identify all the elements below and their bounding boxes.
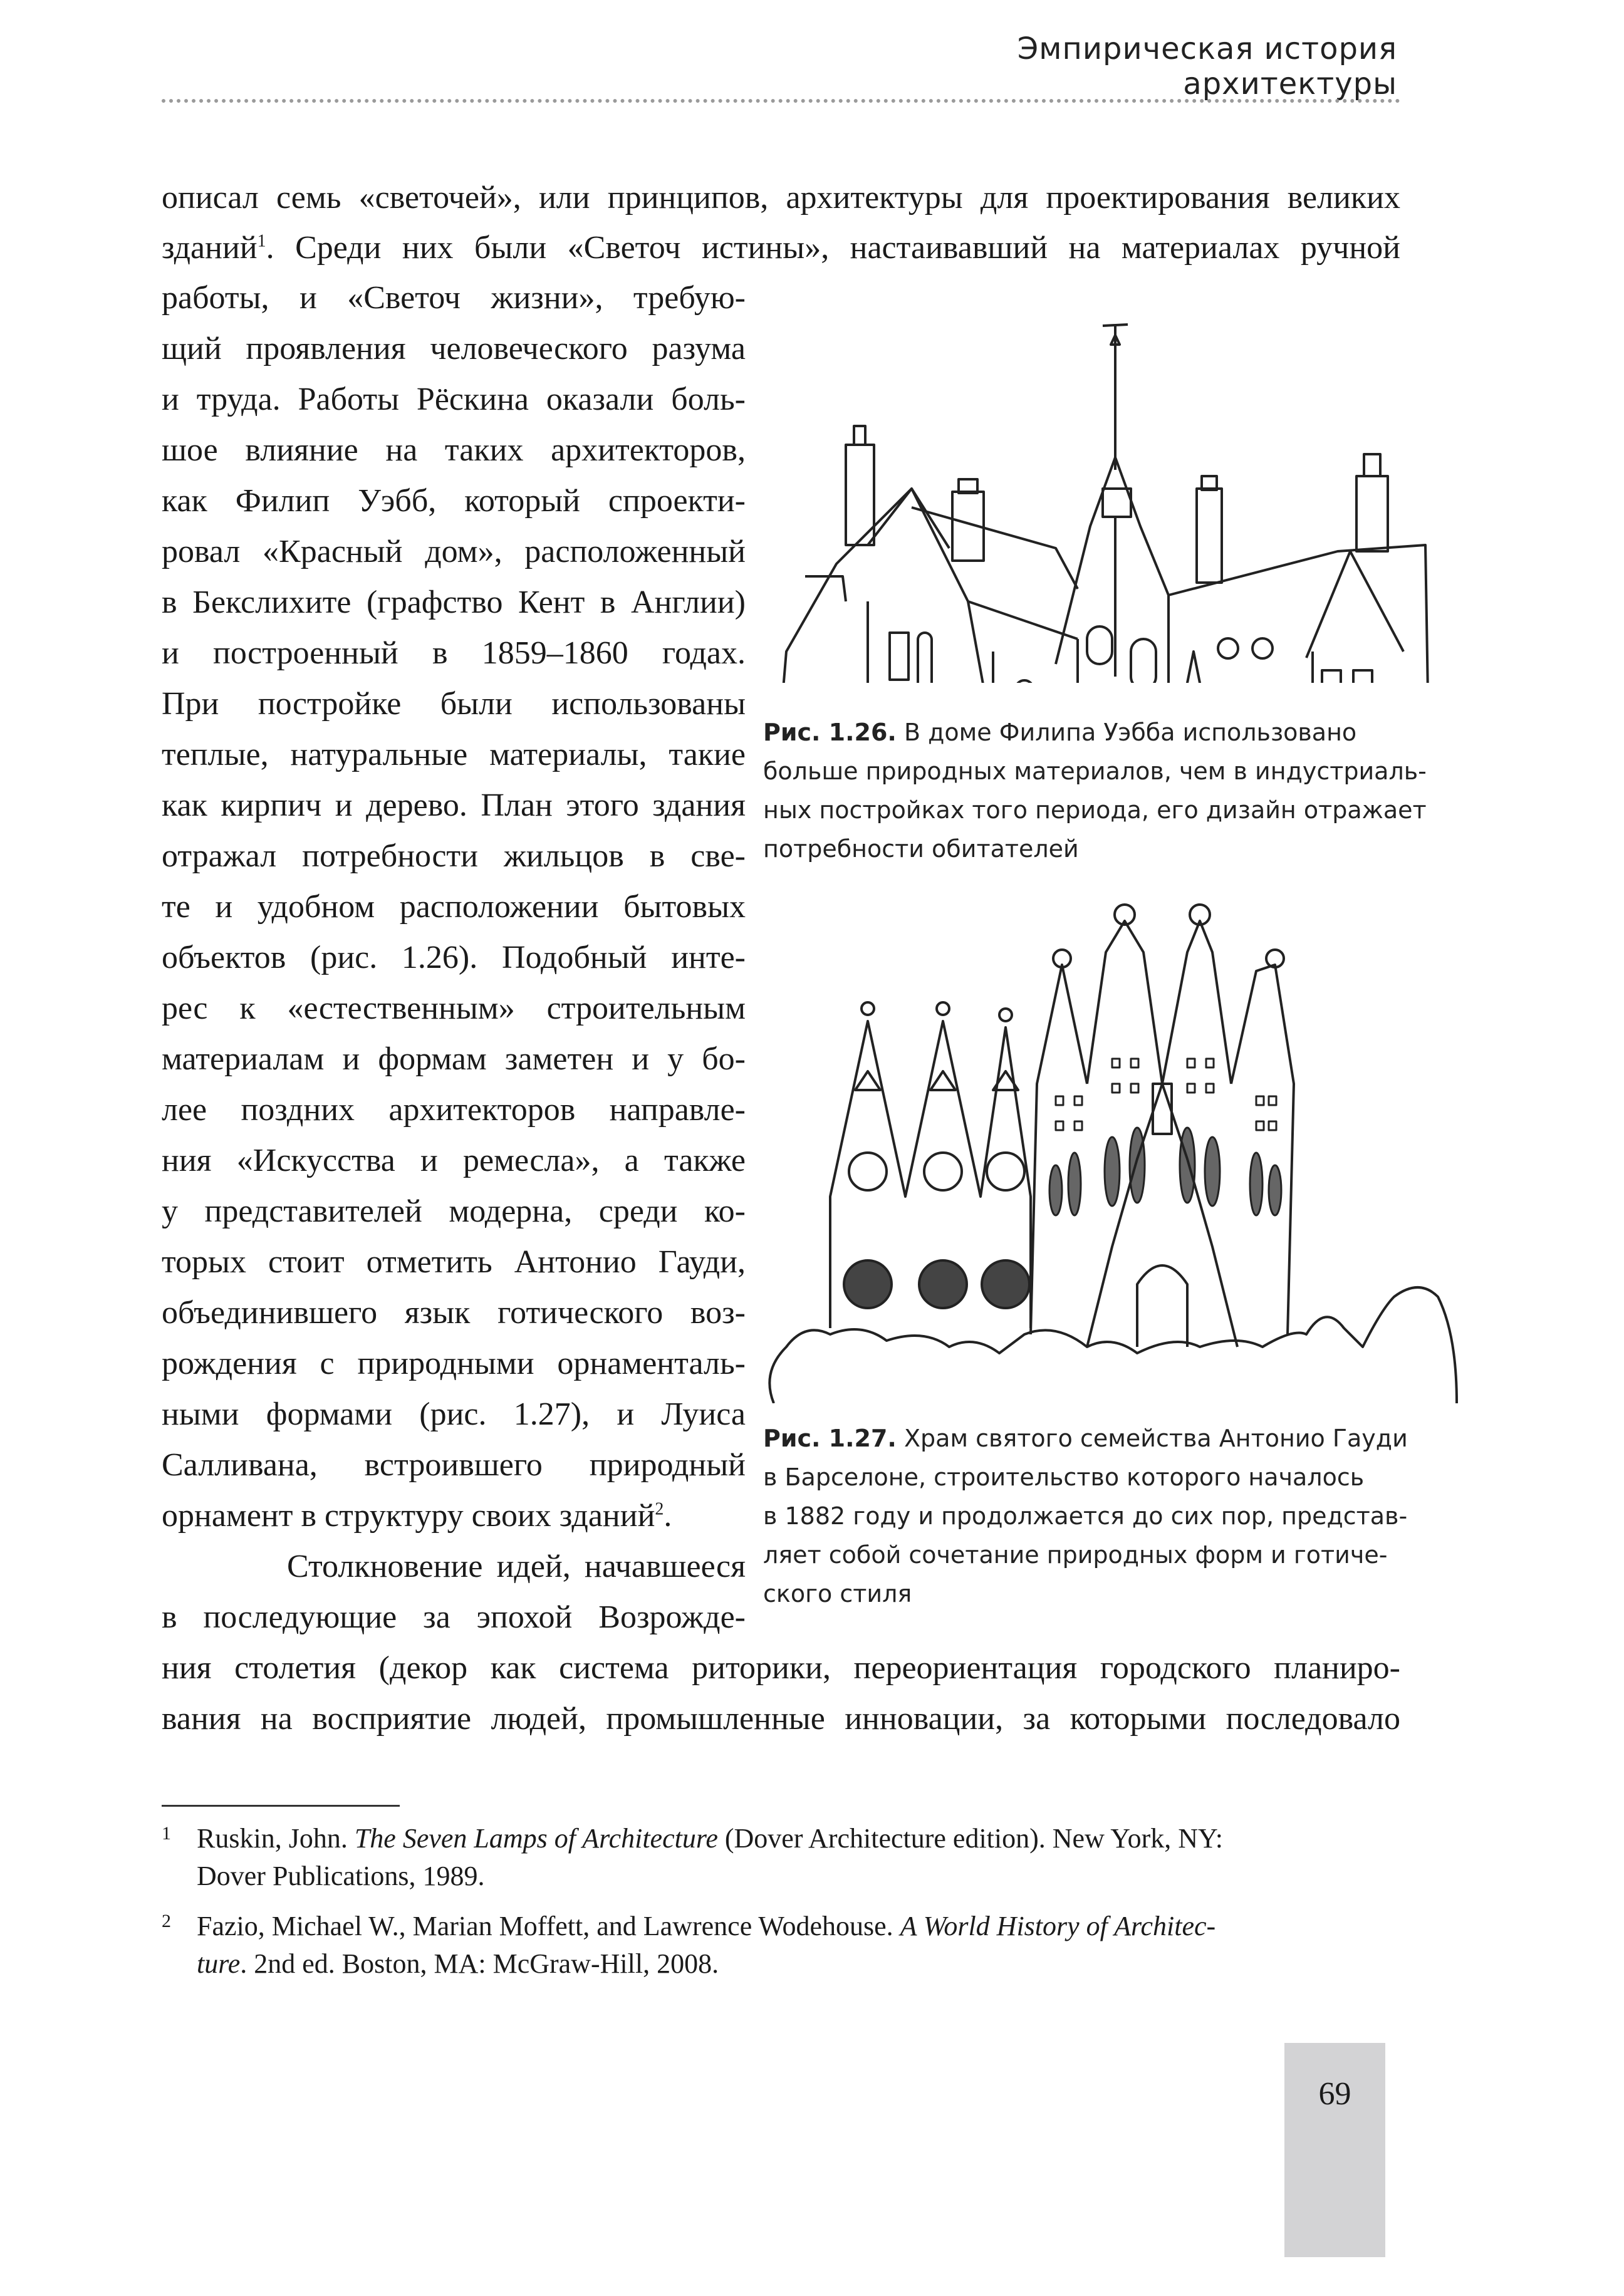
body-line: как кирпич и дерево. План этого здания bbox=[162, 787, 746, 823]
body-line: Столкновение идей, начавшееся bbox=[287, 1549, 746, 1584]
page-number: 69 bbox=[1318, 2076, 1351, 2112]
body-line: рождения с природными орнаменталь- bbox=[162, 1346, 746, 1381]
body-line: ния столетия (декор как система риторики, переориентация городского планиро- bbox=[162, 1650, 1400, 1686]
body-line: лее поздних архитекторов направле- bbox=[162, 1092, 746, 1128]
body-line: При постройке были использованы bbox=[162, 686, 746, 722]
running-title: Эмпирическая история архитектуры bbox=[1017, 31, 1397, 101]
body-line: в Бекслихите (графство Кент в Англии) bbox=[162, 584, 746, 620]
footnote-separator bbox=[162, 1805, 400, 1807]
body-line: вания на восприятие людей, промышленные инновации, за которыми последовало bbox=[162, 1701, 1400, 1737]
footnote-number: 2 bbox=[162, 1911, 171, 1931]
body-line: как Филип Уэбб, который спроекти- bbox=[162, 483, 746, 519]
footnote-number: 1 bbox=[162, 1823, 171, 1844]
figure-label: Рис. 1.27. bbox=[763, 1425, 897, 1452]
body-line: орнамент в структуру своих зданий$^2$. bbox=[162, 1498, 672, 1534]
footnote-ref[interactable]: 2 bbox=[655, 1499, 664, 1519]
body-line: и труда. Работы Рёскина оказали боль- bbox=[162, 382, 746, 417]
body-line: ными формами (рис. 1.27), и Луиса bbox=[162, 1396, 746, 1432]
footnote-ref[interactable]: 1 bbox=[257, 231, 266, 251]
body-line: рес к «естественным» строительным bbox=[162, 990, 746, 1026]
header-dotted-rule bbox=[162, 99, 1400, 103]
red-house-drawing bbox=[761, 301, 1463, 683]
body-line: Салливана, встроившего природный bbox=[162, 1447, 746, 1483]
figure-red-house bbox=[761, 301, 1463, 683]
sagrada-familia-drawing bbox=[761, 896, 1463, 1403]
body-line: объектов (рис. 1.26). Подобный инте- bbox=[162, 940, 746, 975]
body-line: отражал потребности жильцов в све- bbox=[162, 838, 746, 874]
body-line: теплые, натуральные материалы, такие bbox=[162, 737, 746, 772]
body-line: материалам и формам заметен и у бо- bbox=[162, 1041, 746, 1077]
figure-label: Рис. 1.26. bbox=[763, 719, 897, 746]
figure-caption-1-27: Рис. 1.27. Храм святого семейства Антонио Гауди в Барселоне, строительство которого началось в 1882 году и продолжается до сих пор, представ- ляет собой сочетание природных форм и готиче- ского стиля bbox=[763, 1425, 1408, 1608]
body-line: ния «Искусства и ремесла», а также bbox=[162, 1143, 746, 1178]
body-line: работы, и «Светоч жизни», требую- bbox=[162, 280, 746, 316]
body-line: щий проявления человеческого разума bbox=[162, 331, 746, 366]
body-line: описал семь «светочей», или принципов, архитектуры для проектирования великих bbox=[162, 180, 1400, 216]
body-line: торых стоит отметить Антонио Гауди, bbox=[162, 1244, 746, 1280]
body-line: шое влияние на таких архитекторов, bbox=[162, 432, 746, 468]
body-line: ровал «Красный дом», расположенный bbox=[162, 534, 746, 569]
body-line: те и удобном расположении бытовых bbox=[162, 889, 746, 925]
body-line: зданий$^1$. Среди них были «Светоч истины», настаивавший на материалах ручной bbox=[162, 230, 1400, 266]
page-number-tab bbox=[1284, 2043, 1385, 2257]
body-line: в последующие за эпохой Возрожде- bbox=[162, 1599, 746, 1635]
figure-caption-1-26: Рис. 1.26. В доме Филипа Уэбба использовано больше природных материалов, чем в индустриаль- ных постройках того периода, его дизайн отражает потребности обитателей bbox=[763, 719, 1427, 863]
body-line: и построенный в 1859–1860 годах. bbox=[162, 635, 746, 671]
body-line: объединившего язык готического воз- bbox=[162, 1295, 746, 1331]
figure-sagrada-familia bbox=[761, 896, 1463, 1403]
body-line: у представителей модерна, среди ко- bbox=[162, 1193, 746, 1229]
